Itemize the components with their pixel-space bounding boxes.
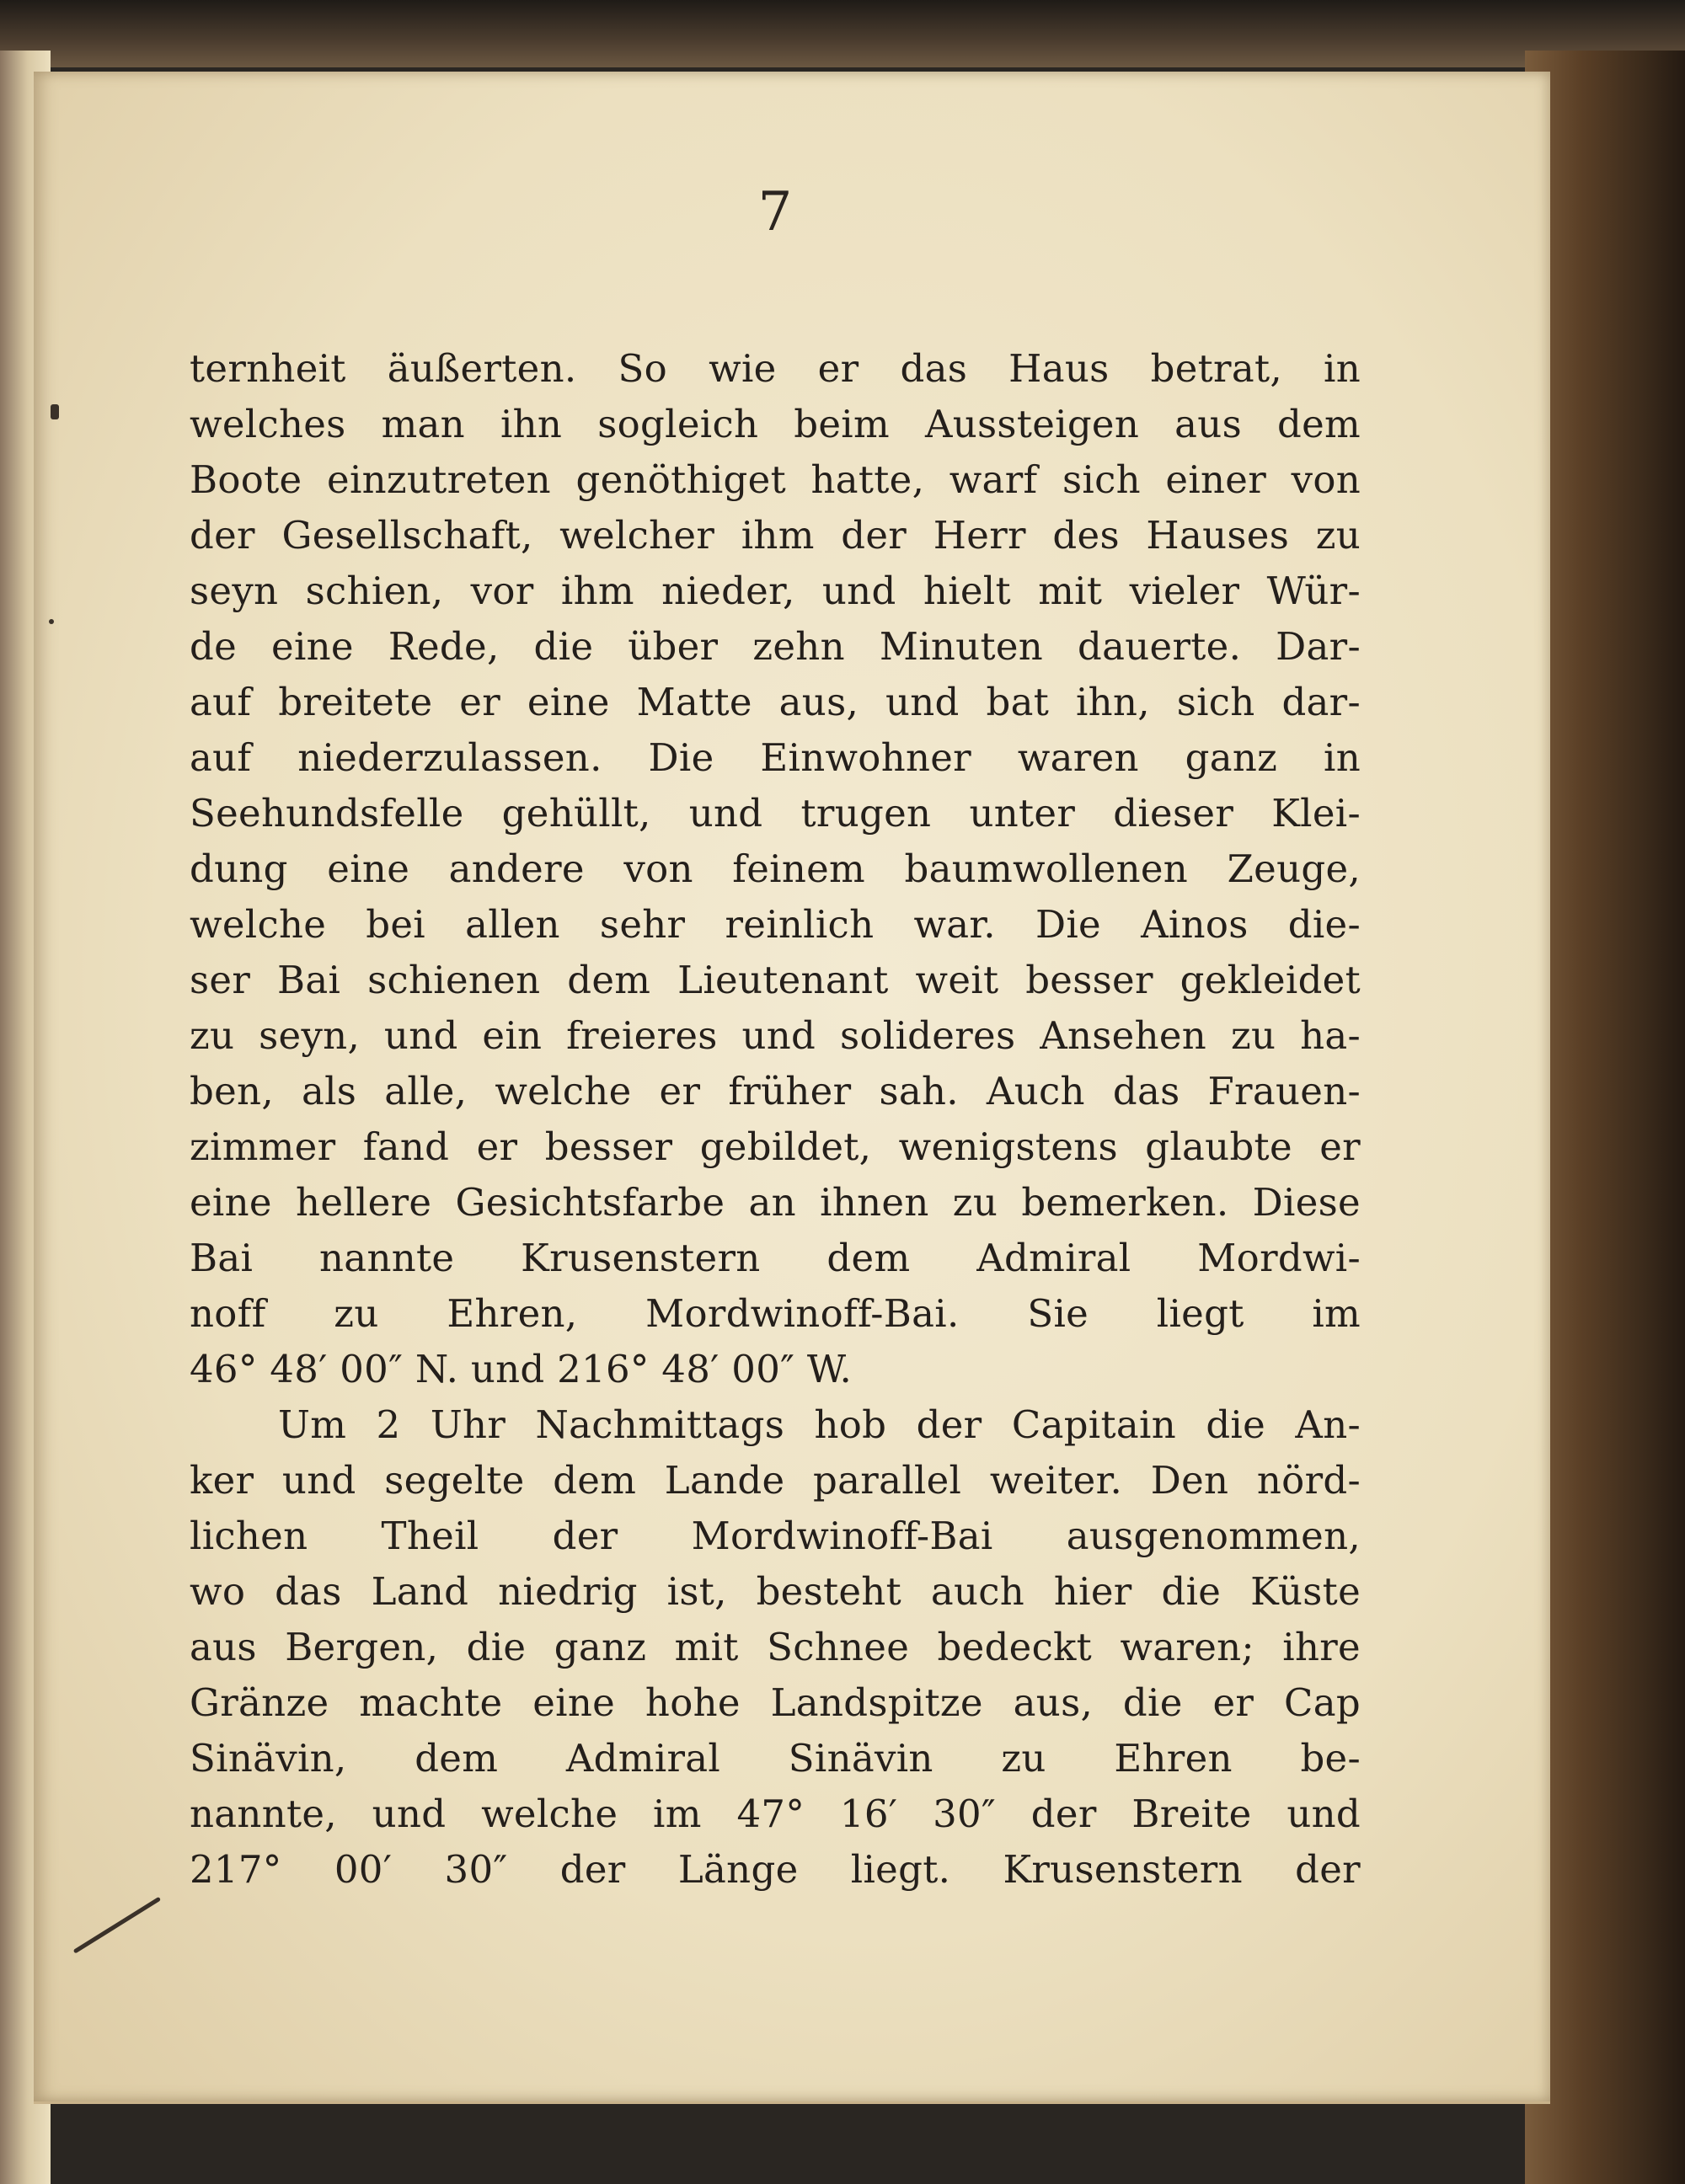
text-line: lichen Theil der Mordwinoff-Bai ausgenommen, [190,1514,1361,1558]
text-line: nannte, und welche im 47° 16′ 30″ der Breite und [190,1792,1361,1836]
text-line: ternheit äußerten. So wie er das Haus betrat, in [190,346,1361,391]
text-line: ker und segelte dem Lande parallel weiter. Den nörd- [190,1458,1361,1503]
text-line: de eine Rede, die über zehn Minuten dauerte. Dar- [190,624,1361,669]
text-line: zimmer fand er besser gebildet, wenigstens glaubte er [190,1124,1361,1169]
text-line: zu seyn, und ein freieres und solideres Ansehen zu ha- [190,1013,1361,1058]
text-line: welches man ihn sogleich beim Aussteigen aus dem [190,402,1361,446]
text-line: Bai nannte Krusenstern dem Admiral Mordwi- [190,1236,1361,1280]
text-line: auf breitete er eine Matte aus, und bat ihn, sich dar- [190,680,1361,724]
text-line: der Gesellschaft, welcher ihm der Herr des Hauses zu [190,513,1361,558]
text-line: noff zu Ehren, Mordwinoff-Bai. Sie liegt im [190,1291,1361,1336]
text-line: eine hellere Gesichtsfarbe an ihnen zu bemerken. Diese [190,1180,1361,1225]
text-line: ser Bai schienen dem Lieutenant weit besser gekleidet [190,958,1361,1002]
book-page [34,72,1550,2104]
ink-mark [73,1897,161,1954]
page-number: 7 [757,181,793,243]
text-line: 46° 48′ 00″ N. und 216° 48′ 00″ W. [190,1347,853,1391]
ink-mark [49,619,54,624]
text-line: Gränze machte eine hohe Landspitze aus, die er Cap [190,1680,1361,1725]
text-line: ben, als alle, welche er früher sah. Auch das Frauen- [190,1069,1361,1113]
text-line: welche bei allen sehr reinlich war. Die Ainos die- [190,902,1361,947]
text-line: auf niederzulassen. Die Einwohner waren ganz in [190,735,1361,780]
text-line: wo das Land niedrig ist, besteht auch hier die Küste [190,1569,1361,1614]
ink-mark [51,404,59,419]
text-line: seyn schien, vor ihm nieder, und hielt mit vieler Wür- [190,569,1361,613]
text-line: Seehundsfelle gehüllt, und trugen unter dieser Klei- [190,791,1361,836]
text-line: Sinävin, dem Admiral Sinävin zu Ehren be- [190,1736,1361,1781]
body-text [190,341,1361,1898]
text-line: aus Bergen, die ganz mit Schnee bedeckt waren; ihre [190,1625,1361,1669]
book-binding-top [0,0,1685,67]
text-line: dung eine andere von feinem baumwollenen Zeuge, [190,846,1361,891]
text-line: 217° 00′ 30″ der Länge liegt. Krusenstern der [190,1847,1361,1892]
text-line: Boote einzutreten genöthiget hatte, warf sich einer von [190,457,1361,502]
text-line: Um 2 Uhr Nachmittags hob der Capitain die An- [278,1402,1361,1447]
